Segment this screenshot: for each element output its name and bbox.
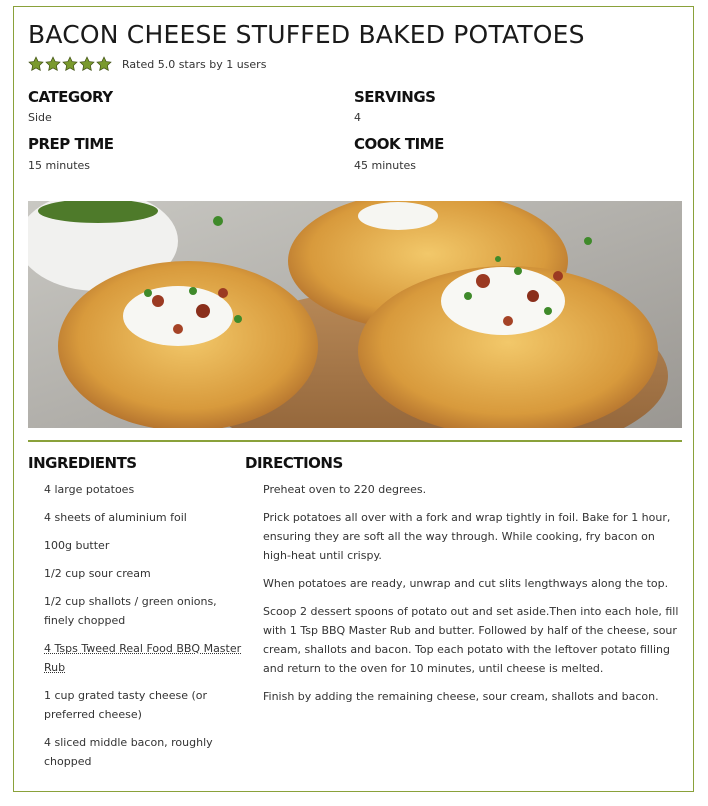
recipe-title: BACON CHEESE STUFFED BAKED POTATOES — [28, 20, 585, 49]
section-divider — [28, 440, 682, 442]
ingredients-list — [28, 480, 250, 780]
category-label: CATEGORY — [28, 88, 113, 106]
star-icon — [28, 56, 44, 72]
star-rating[interactable] — [28, 56, 112, 72]
cook-time-value: 45 minutes — [354, 159, 417, 172]
direction-step: When potatoes are ready, unwrap and cut slits lengthways along the top. — [263, 577, 669, 590]
ingredient-item: 4 sliced middle bacon, roughly chopped — [44, 736, 213, 768]
prep-time-label: PREP TIME — [28, 135, 114, 153]
star-icon — [45, 56, 61, 72]
direction-step: Scoop 2 dessert spoons of potato out and set aside.Then into each hole, fill with 1 Tsp BBQ Master Rub and butter. Followed by half of the cheese, sour cream, shallots and bacon. Top each potato with the leftover potato filling and return to the oven for 10 minutes, until cheese is melted. — [263, 605, 679, 675]
directions-list — [263, 480, 681, 715]
ingredient-item: 1/2 cup shallots / green onions, finely chopped — [44, 595, 217, 627]
ingredient-item — [28, 639, 250, 677]
prep-time-value: 15 minutes — [28, 159, 91, 172]
rating — [28, 56, 266, 72]
cook-time-label: COOK TIME — [354, 135, 444, 153]
direction-step: Preheat oven to 220 degrees. — [263, 483, 427, 496]
category-value: Side — [28, 111, 52, 124]
ingredient-item: 4 large potatoes — [44, 483, 135, 496]
servings-value: 4 — [354, 111, 361, 124]
ingredient-item: 100g butter — [44, 539, 110, 552]
baked-potatoes-illustration — [28, 201, 682, 428]
star-icon — [79, 56, 95, 72]
star-icon — [62, 56, 78, 72]
recipe-card — [13, 6, 694, 792]
ingredients-heading: INGREDIENTS — [28, 454, 137, 472]
ingredient-item: 4 sheets of aluminium foil — [44, 511, 187, 524]
directions-heading: DIRECTIONS — [245, 454, 343, 472]
direction-step: Prick potatoes all over with a fork and wrap tightly in foil. Bake for 1 hour, ensuring they are soft all the way through. While cooking, fry bacon on high-heat until crispy. — [263, 511, 671, 562]
recipe-photo — [28, 201, 682, 428]
bbq-master-rub-link[interactable]: 4 Tsps Tweed Real Food BBQ Master Rub — [44, 642, 242, 674]
direction-step: Finish by adding the remaining cheese, sour cream, shallots and bacon. — [263, 690, 659, 703]
ingredient-item: 1 cup grated tasty cheese (or preferred cheese) — [44, 689, 207, 721]
rating-text: Rated 5.0 stars by 1 users — [122, 57, 267, 71]
star-icon — [96, 56, 112, 72]
servings-label: SERVINGS — [354, 88, 436, 106]
ingredient-item: 1/2 cup sour cream — [44, 567, 151, 580]
